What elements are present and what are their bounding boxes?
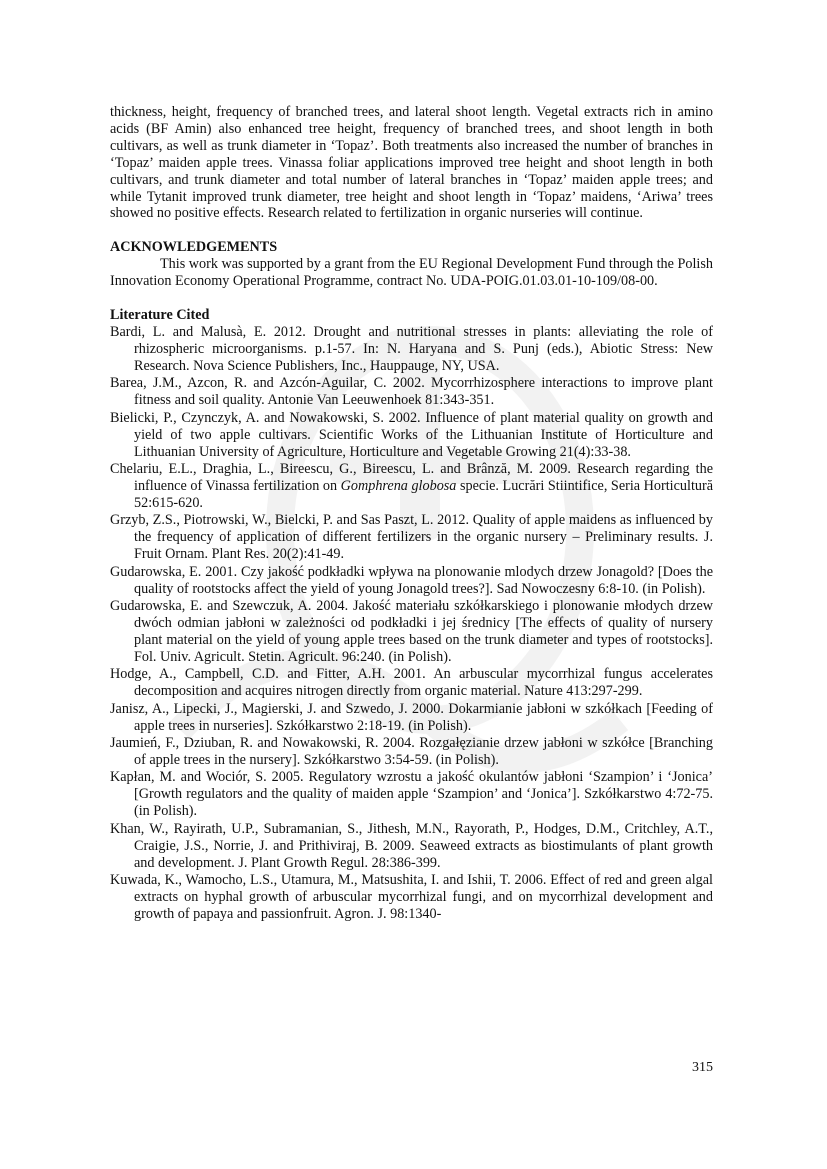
reference-item bbox=[110, 564, 713, 598]
reference-text: Kapłan, M. and Wociór, S. 2005. Regulatory wzrostu a jakość okulantów jabłoni ‘Szampion’ i ‘Jonica’ [Growth regulators and the quality of maiden apple ‘Szampion’ and ‘Jonica’]. Szkółkarstwo 4:72-75. (in Polish). bbox=[110, 769, 713, 820]
reference-text: Janisz, A., Lipecki, J., Magierski, J. and Szwedo, J. 2000. Dokarmianie jabłoni w szkółkach [Feeding of apple trees in nurseries]. Szkółkarstwo 2:18-19. (in Polish). bbox=[110, 700, 713, 734]
references-list bbox=[110, 324, 713, 923]
acknowledgements-heading: ACKNOWLEDGEMENTS bbox=[110, 239, 278, 256]
reference-text: Barea, J.M., Azcon, R. and Azcón-Aguilar, C. 2002. Mycorrhizosphere interactions to improve plant fitness and soil quality. Antonie Van Leeuwenhoek 81:343-351. bbox=[110, 375, 713, 409]
reference-item bbox=[110, 701, 713, 735]
page-body bbox=[110, 104, 713, 923]
reference-item bbox=[110, 735, 713, 769]
intro-paragraph: thickness, height, frequency of branched trees, and lateral shoot length. Vegetal extracts rich in amino acids (BF Amin) also enhanced tree height, frequency of branched trees, and shoot length in both cultivars, as well as trunk diameter in ‘Topaz’. Both treatments also increased the number of branches in ‘Topaz’ maiden apple trees. Vinassa foliar applications improved tree height and shoot length in both cultivars, and trunk diameter and total number of lateral branches in ‘Topaz’ maiden apple trees; and while Tytanit improved trunk diameter, tree height and shoot length in ‘Topaz’ maidens, ‘Ariwa’ trees showed no positive effects. Research related to fertilization in organic nurseries will continue. bbox=[110, 104, 713, 222]
page-number: 315 bbox=[692, 1060, 713, 1075]
reference-item bbox=[110, 324, 713, 375]
reference-text: Kuwada, K., Wamocho, L.S., Utamura, M., Matsushita, I. and Ishii, T. 2006. Effect of red and green algal extracts on hyphal growth of arbuscular mycorrhizal fungi, and on mycorrhizal development and growth of papaya and passionfruit. Agron. J. 98:1340- bbox=[110, 872, 713, 922]
reference-text: Jaumień, F., Dziuban, R. and Nowakowski, R. 2004. Rozgałęzianie drzew jabłoni w szkółce [Branching of apple trees in the nursery]. Szkółkarstwo 3:54-59. (in Polish). bbox=[110, 735, 713, 768]
reference-item bbox=[110, 375, 713, 409]
reference-item bbox=[110, 461, 713, 512]
reference-text: Grzyb, Z.S., Piotrowski, W., Bielcki, P. and Sas Paszt, L. 2012. Quality of apple maidens as influenced by the frequency of application of different fertilizers in the organic nursery – Preliminary results. J. Fruit Ornam. Plant Res. 20(2):41-49. bbox=[110, 512, 713, 563]
reference-item bbox=[110, 666, 713, 700]
reference-item bbox=[110, 769, 713, 820]
reference-item bbox=[110, 872, 713, 923]
reference-item bbox=[110, 410, 713, 461]
reference-text: Chelariu, E.L., Draghia, L., Bireescu, G., Bireescu, L. and Brânză, M. 2009. Research regarding the influence of Vinassa fertilization on bbox=[110, 461, 713, 494]
reference-italic: Gomphrena globosa bbox=[340, 477, 457, 494]
reference-text: Gudarowska, E. 2001. Czy jakość podkładki wpływa na plonowanie mlodych drzew Jonagold? [Does the quality of rootstocks affect the yield of young Jonagold trees?]. Sad Nowoczesny 6:8-10. (in Polish). bbox=[110, 563, 713, 597]
reference-text: Bielicki, P., Czynczyk, A. and Nowakowski, S. 2002. Influence of plant material quality on growth and yield of two apple cultivars. Scientific Works of the Lithuanian Institute of Horticulture and Lithuanian University of Agriculture, Horticulture and Vegetable Growing 21(4):33-38. bbox=[110, 409, 713, 460]
reference-text: Bardi, L. and Malusà, E. 2012. Drought and nutritional stresses in plants: alleviating the role of rhizospheric microorganisms. p.1-57. In: N. Haryana and S. Punj (eds.), Abiotic Stress: New Research. Nova Science Publishers, Inc., Hauppauge, NY, USA. bbox=[110, 323, 713, 374]
reference-text: Khan, W., Rayirath, U.P., Subramanian, S., Jithesh, M.N., Rayorath, P., Hodges, D.M., Critchley, A.T., Craigie, J.S., Norrie, J. and Prithiviraj, B. 2009. Seaweed extracts as biostimulants of plant growth and development. J. Plant Growth Regul. 28:386-399. bbox=[110, 820, 713, 871]
reference-text-tail: specie. Lucrări Stiintifice, Seria Horticultură 52:615-620. bbox=[134, 477, 713, 511]
reference-text: Hodge, A., Campbell, C.D. and Fitter, A.H. 2001. An arbuscular mycorrhizal fungus accelerates decomposition and acquires nitrogen directly from organic material. Nature 413:297-299. bbox=[110, 666, 713, 700]
reference-text: Gudarowska, E. and Szewczuk, A. 2004. Jakość materiału szkółkarskiego i plonowanie młodych drzew dwóch odmian jabłoni w zależności od podkładki i jej średnicy [The effects of quality of nursery plant material on the yield of young apple trees based on the trunk diameter and types of rootstocks]. Fol. Univ. Agricult. Stetin. Agricult. 96:240. (in Polish). bbox=[110, 598, 713, 665]
literature-cited-heading: Literature Cited bbox=[110, 307, 210, 324]
acknowledgements-text: This work was supported by a grant from the EU Regional Development Fund through the Polish Innovation Economy Operational Programme, contract No. UDA-POIG.01.03.01-10-109/08-00. bbox=[110, 256, 713, 290]
reference-item bbox=[110, 512, 713, 563]
reference-item bbox=[110, 598, 713, 666]
reference-item bbox=[110, 821, 713, 872]
